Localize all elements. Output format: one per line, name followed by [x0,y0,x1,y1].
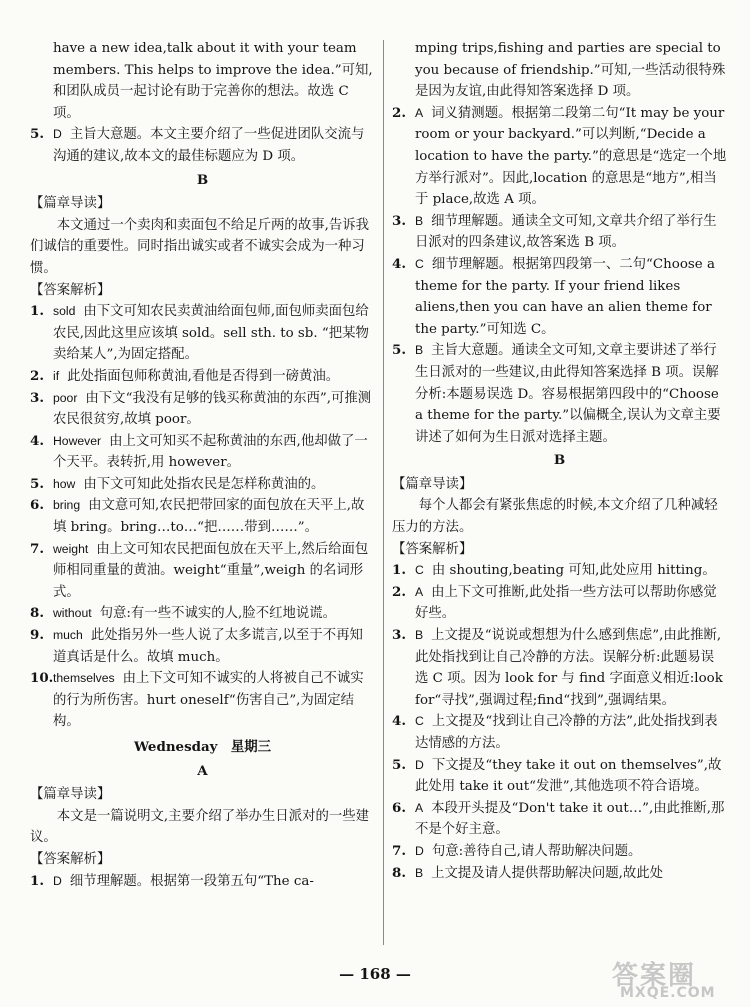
item-answer: B [415,213,424,228]
item-explanation: 细节理解题。根据第一段第五句“The ca- [69,873,314,889]
item-number: 6. [30,497,44,514]
answer-item [30,366,375,388]
answer-item [392,798,727,841]
item-number: 9. [30,627,44,644]
item-explanation: 主旨大意题。本文主要介绍了一些促进团队交流与沟通的建议,故本文的最佳标题应为 D 项。 [53,127,365,164]
analysis-heading: 【答案解析】 [30,851,111,867]
item-number: 5. [30,126,44,143]
item-explanation: 由上文可知买不起称黄油的东西,他却做了一个天平。表转折,用 however。 [53,433,368,471]
guide-heading: 【篇章导读】 [30,787,111,803]
item-number: 4. [392,255,406,272]
answer-item [392,863,727,885]
item-explanation: 句意:善待自己,请人帮助解决问题。 [431,843,642,859]
item-answer: A [415,105,424,120]
left-column [30,38,375,892]
item-explanation: 由上文可知农民把面包放在天平上,然后给面包师相同重量的黄油。weight“重量”,weigh 的名词形式。 [53,541,369,600]
item-explanation: 由上下文可推断,此处指一些方法可以帮助你感觉好些。 [415,584,717,622]
item-answer: sold [53,304,76,319]
continued-paragraph: have a new idea,talk about it with your team members. This helps to improve the idea.”可知,和团队成员一起讨论有助于完善你的想法。故选 C 项。 [53,41,373,121]
answer-list [392,103,727,449]
answer-item [392,582,727,625]
guide-heading: 【篇章导读】 [392,476,473,492]
item-number: 8. [392,864,406,881]
item-number: 1. [392,562,406,579]
answer-item [392,625,727,711]
answer-item [30,625,375,668]
item-answer: D [53,127,62,142]
item-explanation: 本段开头提及“Don't take it out…”,由此推断,那不是个好主意。 [415,800,725,838]
answer-item [30,871,375,893]
item-number: 7. [392,842,406,859]
item-explanation: 上文提及“找到让自己冷静的方法”,此处指找到表达情感的方法。 [415,714,718,751]
answer-item [392,711,727,754]
item-answer: B [415,343,424,358]
item-number: 6. [392,799,406,816]
item-answer: bring [53,498,81,513]
answer-item [30,124,375,167]
answer-item [392,211,727,254]
item-number: 5. [392,342,406,359]
item-number: 1. [30,303,44,320]
section-heading: B [553,452,566,469]
item-explanation: 上文提及请人提供帮助解决问题,故此处 [431,865,664,881]
answer-item [30,431,375,474]
answer-item [30,668,375,733]
analysis-heading: 【答案解析】 [392,541,473,557]
answer-item [30,474,375,496]
item-number: 3. [392,212,406,229]
guide-heading: 【篇章导读】 [30,196,111,212]
answer-item [30,603,375,625]
section-heading: B [196,171,209,188]
item-explanation: 上文提及“说说或想想为什么感到焦虑”,由此推断,此处指找到让自己冷静的方法。误解分析:此题易误选 C 项。因为 look for 与 find 字面意义相近:look for“寻找”,强调过程;find“找到”,强调结果。 [415,628,723,708]
continued-paragraph: mping trips,fishing and parties are special to you because of friendship.”可知,一些活动很特殊是因为友谊,由此得知答案选择 D 项。 [415,41,726,100]
item-explanation: 词义猜测题。根据第二段第二句“It may be your room or your backyard.”可以判断,“Decide a location to have the party.”的意思是“选定一个地方举行派对”。因此,location 的意思是“地方”,相当于 place,故选 A 项。 [415,105,727,208]
answer-list [392,560,727,884]
answer-item [30,301,375,366]
right-column [392,38,727,884]
item-answer: D [415,757,424,772]
answer-item [30,539,375,604]
watermark-url: MXQE.COM [620,985,716,1001]
item-answer: without [53,606,92,621]
item-number: 2. [392,583,406,600]
item-number: 5. [392,756,406,773]
item-answer: However [53,433,102,448]
item-number: 3. [392,627,406,644]
answer-item [392,755,727,798]
item-number: 1. [30,872,44,889]
item-answer: C [415,256,424,271]
guide-text: 本文是一篇说明文,主要介绍了举办生日派对的一些建议。 [30,808,370,846]
item-number: 2. [30,367,44,384]
item-answer: poor [53,390,78,405]
answer-item [30,495,375,538]
answer-item [392,340,727,448]
watermark-logo [612,955,742,1003]
item-answer: B [415,628,424,643]
item-explanation: 此处指另外一些人说了太多谎言,以至于不再知道真话是什么。故填 much。 [53,628,363,665]
item-answer: D [415,843,424,858]
item-explanation: 此处指面包师称黄油,看他是否得到一磅黄油。 [67,368,340,384]
item-number: 10. [30,670,54,687]
item-explanation: 由下文“我没有足够的钱买称黄油的东西”,可推测农民很贫穷,故填 poor。 [53,390,372,428]
item-number: 5. [30,475,44,492]
answer-item [392,560,727,582]
item-answer: weight [53,541,89,556]
section-heading: A [197,762,208,779]
item-answer: how [53,476,76,491]
item-explanation: 主旨大意题。通读全文可知,文章主要讲述了举行生日派对的一些建议,由此得知答案选择 B 项。误解分析:本题易误选 D。容易根据第四段中的“Choose a theme for the party.”以偏概全,误认为文章主要讲述了如何为生日派对选择主题。 [415,343,721,445]
item-number: 4. [30,432,44,449]
item-explanation: 由 shouting,beating 可知,此处应用 hitting。 [431,563,716,579]
column-divider [383,40,384,945]
item-explanation: 句意:有一些不诚实的人,脸不红地说谎。 [99,606,337,622]
item-explanation: 下文提及“they take it out on themselves”,故此处用 take it out“发泄”,其他选项不符合语境。 [415,757,722,795]
item-answer: if [53,368,60,383]
item-answer: C [415,714,424,729]
answer-list [30,301,375,733]
item-explanation: 由文意可知,农民把带回家的面包放在天平上,故填 bring。bring…to…“把……带到……”。 [53,498,365,536]
analysis-heading: 【答案解析】 [30,282,111,298]
answer-item [392,254,727,340]
item-answer: much [53,628,83,643]
item-answer: C [415,563,424,578]
item-explanation: 由下文可知此处指农民是怎样称黄油的。 [83,476,325,492]
answer-item [30,388,375,431]
item-answer: B [415,865,424,880]
watermark-text: 答案圈 [612,961,697,991]
item-number: 8. [30,605,44,622]
guide-text: 本文通过一个卖肉和卖面包不给足斤两的故事,告诉我们诚信的重要性。同时指出诚实或者不诚实会成为一种习惯。 [30,217,370,276]
guide-text: 每个人都会有紧张焦虑的时候,本文介绍了几种减轻压力的方法。 [392,498,718,536]
item-answer: A [415,800,424,815]
item-explanation: 细节理解题。通读全文可知,文章共介绍了举行生日派对的四条建议,故答案选 B 项。 [415,213,717,251]
answer-item [392,841,727,863]
item-answer: themselves [53,671,115,686]
item-answer: A [415,584,424,599]
item-explanation: 由下文可知农民卖黄油给面包师,面包师卖面包给农民,因此这里应该填 sold。sell sth. to sb. “把某物卖给某人”,为固定搭配。 [53,304,369,363]
item-number: 2. [392,104,406,121]
item-answer: D [53,873,62,888]
answer-item [392,103,727,211]
item-explanation: 细节理解题。根据第四段第一、二句“Choose a theme for the party. If your friend likes aliens,then you can have an alien theme for the party.”可知选 C。 [415,256,715,337]
page-number: — 168 — [339,965,411,983]
day-title: Wednesday 星期三 [133,739,271,755]
item-number: 4. [392,713,406,730]
item-number: 3. [30,389,44,406]
item-explanation: 由上下文可知不诚实的人将被自己不诚实的行为所伤害。hurt oneself“伤害自己”,为固定结构。 [53,671,364,730]
item-number: 7. [30,540,44,557]
